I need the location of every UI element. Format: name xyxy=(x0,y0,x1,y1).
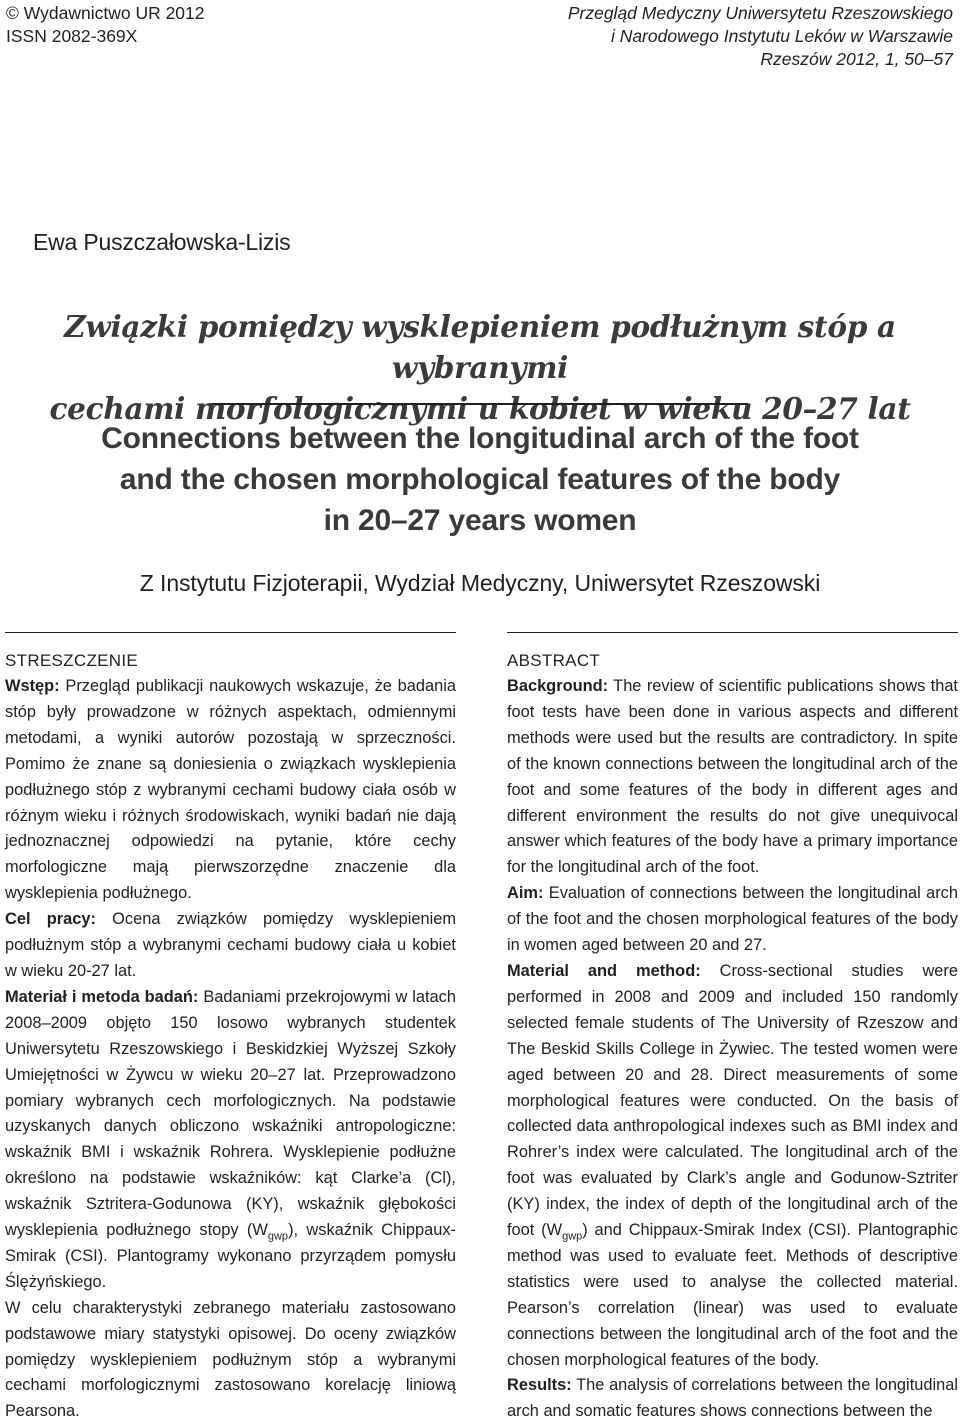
material-label: Materiał i metoda badań: xyxy=(5,987,199,1006)
results-label: Results: xyxy=(507,1376,572,1395)
publisher-info xyxy=(6,2,205,48)
material-text-a: Badaniami przekrojowymi w latach 2008–2009 objęto 150 losowo wybranych studentek Uniwersytetu Rzeszowskiego i Beskidzkiej Wyższej Szkoły Umiejętności w Żywcu w wieku 20–27 lat. Przeprowadzono pomiary wybranych cech morfologicznych. Na podstawie uzyskanych danych obliczono wskaźniki antropologiczne: wskaźnik BMI i wskaźnik Rohrera. Wysklepienie podłużne określono na podstawie wskaźników: kąt Clarke’a (Cl), wskaźnik Sztritera-Godunowa (KY), wskaźnik głębokości wysklepienia podłużnego stopy (W xyxy=(5,987,456,1240)
wstep-paragraph xyxy=(5,674,456,907)
journal-info xyxy=(568,2,953,71)
cel-text: Ocena związków pomiędzy wysklepieniem podłużnym stóp a wybranymi cechami budowy ciała u kobiet w wieku 20-27 lat. xyxy=(5,910,456,980)
issn-line: ISSN 2082-369X xyxy=(6,26,138,46)
journal-name-line1: Przegląd Medyczny Uniwersytetu Rzeszowskiego xyxy=(567,3,953,23)
method-subscript: gwp xyxy=(562,1230,583,1243)
affiliation: Z Instytutu Fizjoterapii, Wydział Medyczny, Uniwersytet Rzeszowski xyxy=(139,570,821,596)
cel-label: Cel pracy: xyxy=(5,910,96,929)
background-paragraph xyxy=(507,674,958,881)
streszczenie-heading: STRESZCZENIE xyxy=(5,651,139,670)
copyright-line: © Wydawnictwo UR 2012 xyxy=(6,3,205,23)
material-text-b: ), wskaźnik Chippaux-Smirak (CSI). Plantogramy wykonano przyrządem pomysłu Ślężyńskiego. xyxy=(5,1221,456,1291)
title-english-line1: Connections between the longitudinal arch of the foot xyxy=(101,422,859,455)
streszczenie-column xyxy=(5,632,456,1425)
journal-issue-line: Rzeszów 2012, 1, 50–57 xyxy=(760,49,953,69)
cel-paragraph xyxy=(5,907,456,985)
method-paragraph xyxy=(507,959,958,1374)
wstep-text: Przegląd publikacji naukowych wskazuje, że badania stóp były prowadzone w różnych aspektach, odmiennymi metodami, a wyniki autorów pozostają w sprzeczności. Pomimo że znane są doniesienia o związkach wysklepienia podłużnego stóp z wybranymi cechami budowy ciała osób w różnym wieku i różnych środowiskach, wyniki badań nie dają jednoznacznej odpowiedzi na pytanie, które cechy morfologiczne mają pierwszorzędne znaczenie dla wysklepienia podłużnego. xyxy=(5,677,456,903)
aim-text: Evaluation of connections between the longitudinal arch of the foot and the chosen morphological features of the body in women aged between 20 and 27. xyxy=(507,884,958,955)
title-divider xyxy=(212,403,748,405)
title-polish-line2: cechami morfologicznymi u kobiet w wieku 20–27 lat xyxy=(49,391,911,426)
column-rule xyxy=(507,632,958,633)
method-label: Material and method: xyxy=(507,961,701,980)
abstract-heading: ABSTRACT xyxy=(507,651,601,670)
method-text-a: Cross-sectional studies were performed in 2008 and 2009 and included 150 randomly selected female students of The University of Rzeszow and The Beskid Skills College in Żywiec. The tested women were aged between 20 and 28. Direct measurements of some morphological features were conducted. On the basis of collected data anthropological indexes such as BMI index and Rohrer’s index were calculated. The longitudinal arch of the foot was evaluated by Clark’s angle and Godunow-Sztriter (KY) index, the index of depth of the longitudinal arch of the foot (W xyxy=(507,961,958,1240)
results-paragraph xyxy=(507,1373,958,1425)
background-text: The review of scientific publications shows that foot tests have been done in various aspects and different methods were used but the results are contradictory. In spite of the known connections between the longitudinal arch of the foot and some features of the body in different ages and different environment the results do not give unequivocal answer which features of the body have a primary importance for the longitudinal arch of the foot. xyxy=(507,677,958,877)
abstract-column xyxy=(507,632,958,1425)
title-english-line2: and the chosen morphological features of the body xyxy=(119,463,841,496)
title-polish-line1: Związki pomiędzy wysklepieniem podłużnym stóp a wybranymi xyxy=(64,309,896,385)
background-label: Background: xyxy=(507,677,609,695)
results-text: The analysis of correlations between the longitudinal arch and somatic features shows connections between the xyxy=(507,1376,958,1421)
column-rule xyxy=(5,632,456,633)
title-english-line3: in 20–27 years women xyxy=(323,504,637,537)
journal-name-line2: i Narodowego Instytutu Leków w Warszawie xyxy=(610,26,953,46)
title-polish xyxy=(0,306,960,429)
material-subscript: gwp xyxy=(267,1230,289,1243)
wstep-label: Wstęp: xyxy=(5,677,60,695)
aim-label: Aim: xyxy=(507,884,544,903)
title-english xyxy=(0,418,960,541)
method-text-b: ) and Chippaux-Smirak Index (CSI). Plantographic method was used to evaluate feet. Methods of descriptive statistics were used to analyse the collected material. Pearson’s correlation (linear) was used to evaluate connections between the longitudinal arch of the foot and the chosen morphological features of the body. xyxy=(507,1221,958,1369)
aim-paragraph xyxy=(507,881,958,959)
author-name: Ewa Puszczałowska-Lizis xyxy=(33,229,291,255)
statistics-paragraph: W celu charakterystyki zebranego materiału zastosowano podstawowe miary statystyki opisowej. Do oceny związków pomiędzy wysklepieniem podłużnym stóp a wybranymi cechami morfologicznymi zastosowano korelację liniową Pearsona. xyxy=(5,1298,456,1421)
material-paragraph xyxy=(5,985,456,1296)
